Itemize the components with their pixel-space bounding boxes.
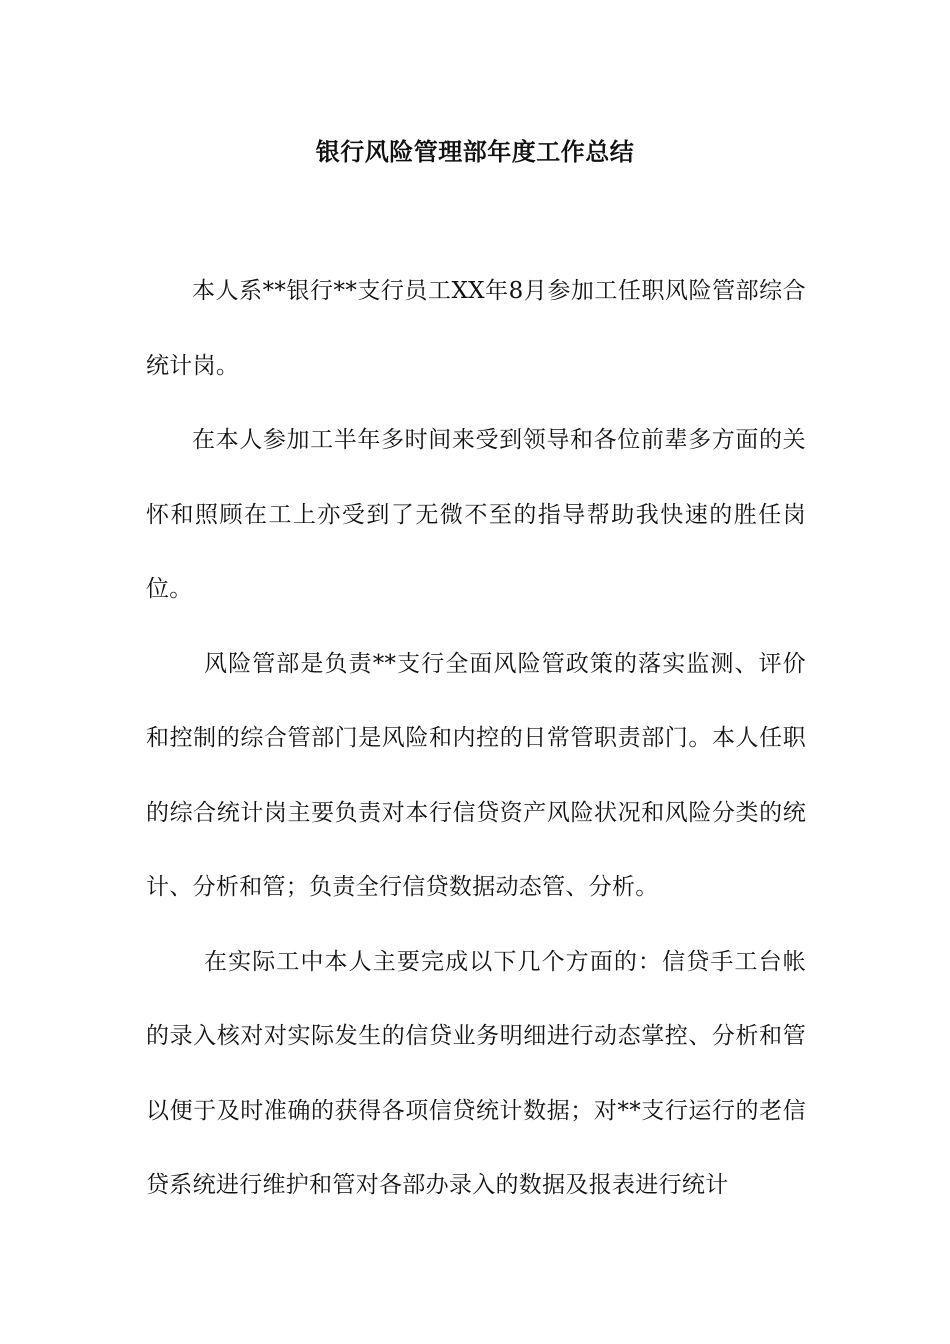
paragraph-3: 风险管部是负责**支行全面风险管政策的落实监测、评价和控制的综合管部门是风险和内控的日常管职责部门。本人任职的综合统计岗主要负责对本行信贷资产风险状况和风险分类的统计、分析和管；负责全行信贷数据动态管、分析。 xyxy=(146,650,806,900)
paragraph-1: 本人系**银行**支行员工XX年8月参加工任职风险管部综合统计岗。 xyxy=(146,278,806,379)
document-body xyxy=(146,254,806,1223)
paragraph-2: 在本人参加工半年多时间来受到领导和各位前辈多方面的关怀和照顾在工上亦受到了无微不至的指导帮助我快速的胜任岗位。 xyxy=(146,427,806,602)
paragraph-4: 在实际工中本人主要完成以下几个方面的：信贷手工台帐的录入核对对实际发生的信贷业务明细进行动态掌控、分析和管以便于及时准确的获得各项信贷统计数据；对**支行运行的老信贷系统进行维护和管对各部办录入的数据及报表进行统计 xyxy=(146,948,806,1198)
document-title: 银行风险管理部年度工作总结 xyxy=(315,137,635,166)
